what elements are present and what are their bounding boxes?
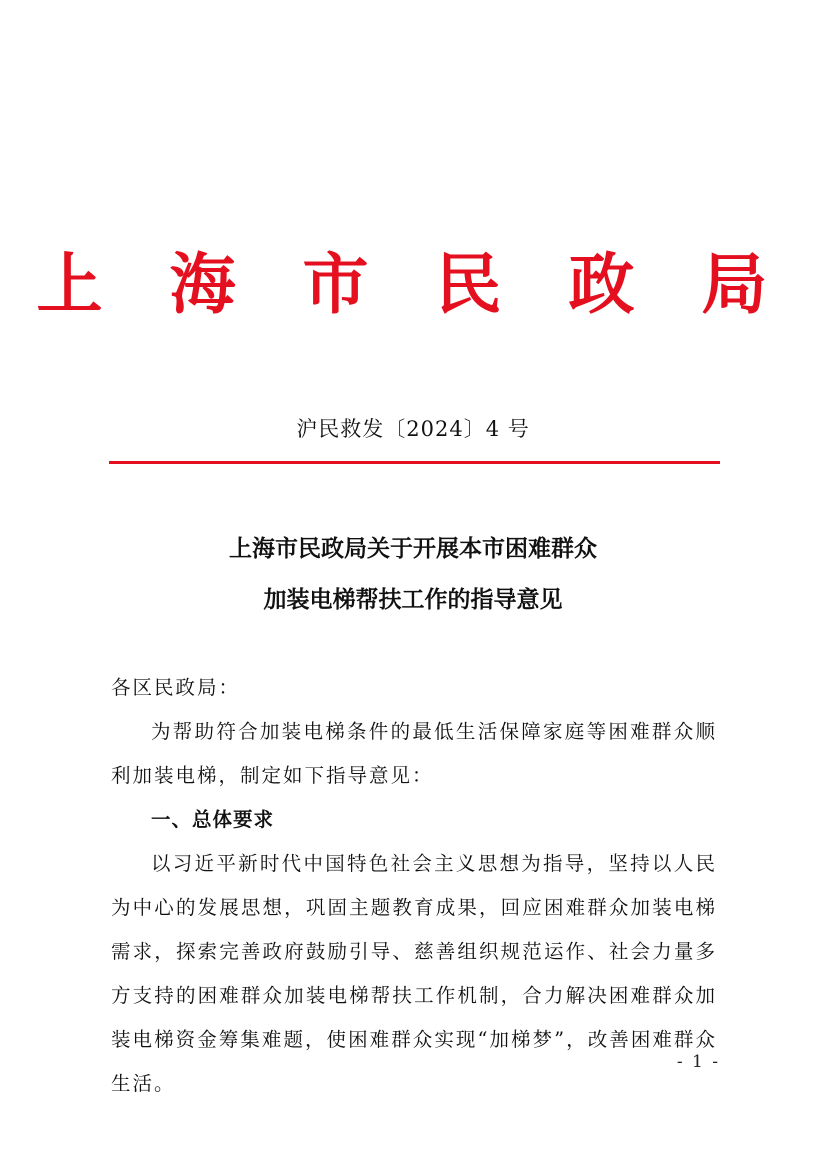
document-title-line-2: 加装电梯帮扶工作的指导意见 [263,587,563,613]
issuing-organization: 上 海 市 民 政 局 [36,245,790,323]
page-number: - 1 - [676,1052,720,1072]
salutation: 各区民政局： [111,676,241,699]
intro-paragraph: 为帮助符合加装电梯条件的最低生活保障家庭等困难群众顺利加装电梯，制定如下指导意见： [111,720,717,787]
section-heading-general-requirements: 一、总体要求 [151,808,275,831]
document-title-line-1: 上海市民政局关于开展本市困难群众 [229,536,597,562]
document-number: 沪民救发〔2024〕4 号 [296,417,530,441]
general-requirements-paragraph: 以习近平新时代中国特色社会主义思想为指导，坚持以人民为中心的发展思想，巩固主题教育成果，回应困难群众加装电梯需求，探索完善政府鼓励引导、慈善组织规范运作、社会力量多方支持的困难群众加装电梯帮扶工作机制，合力解决困难群众加装电梯资金筹集难题，使困难群众实现“加梯梦”，改善困难群众生活。 [111,852,717,1095]
red-separator-line [109,461,720,464]
